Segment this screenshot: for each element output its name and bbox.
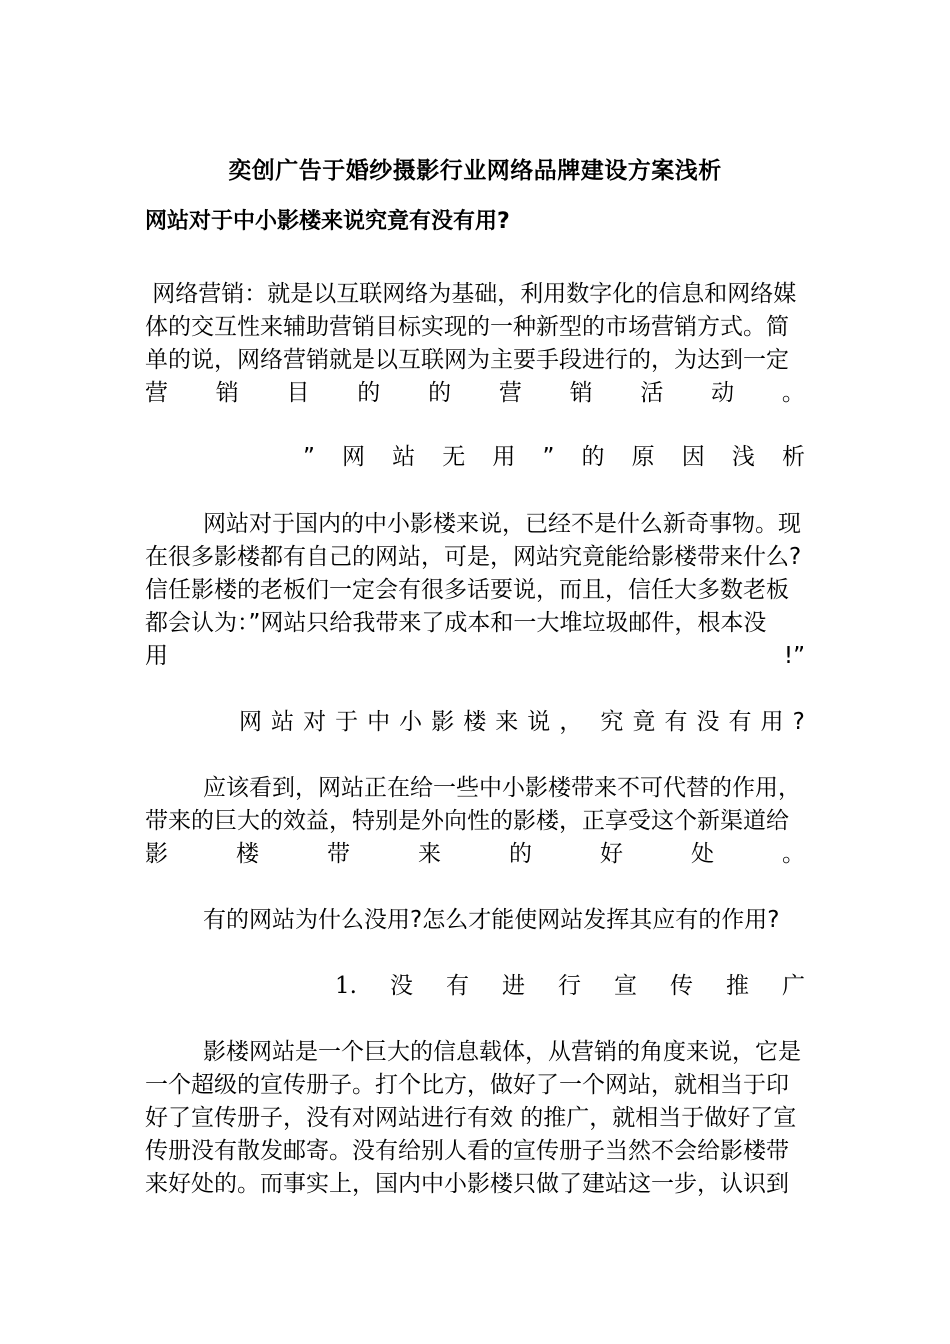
paragraph-line-text: 体的交互性来辅助营销目标实现的一种新型的市场营销方式。简 bbox=[145, 314, 789, 340]
heading-why-website-useless bbox=[145, 904, 805, 937]
spread-char: 竟 bbox=[632, 709, 656, 735]
spread-char: 目 bbox=[286, 380, 310, 406]
paragraph-spread-line bbox=[145, 377, 805, 410]
paragraph-line-text: !” bbox=[783, 643, 805, 669]
paragraph-website-as-brochure bbox=[145, 1036, 805, 1201]
spread-char: 销 bbox=[569, 380, 593, 406]
spread-char: 对 bbox=[303, 709, 327, 735]
paragraph-line-text: 来好处的。而事实上，国内中小影楼只做了建站这一步，认识到 bbox=[145, 1171, 789, 1197]
spread-char: 来 bbox=[495, 709, 519, 735]
document-title: 奕创广告于婚纱摄影行业网络品牌建设方案浅析 bbox=[228, 158, 722, 184]
spread-char: 的 bbox=[428, 380, 452, 406]
paragraph-line-text: 影楼网站是一个巨大的信息载体，从营销的角度来说，它是 bbox=[203, 1039, 801, 1065]
spread-char: 原 bbox=[631, 444, 655, 470]
spread-char: 无 bbox=[442, 444, 466, 470]
paragraph-line bbox=[145, 1036, 805, 1069]
spread-char: 因 bbox=[681, 444, 705, 470]
paragraph-line-text: 网络营销：就是以互联网络为基础，利用数字化的信息和网络媒 bbox=[145, 281, 797, 307]
paragraph-line bbox=[145, 278, 805, 311]
heading-spread-line bbox=[335, 970, 805, 1003]
paragraph-line bbox=[145, 772, 805, 805]
heading-spread-line bbox=[303, 441, 805, 474]
spread-char: 究 bbox=[600, 709, 624, 735]
paragraph-line-text: 都会认为：”网站只给我带来了成本和一大堆垃圾邮件，根本没 bbox=[145, 610, 767, 636]
spread-char: 的 bbox=[357, 380, 381, 406]
spread-char: 宣 bbox=[613, 973, 637, 999]
spread-char: 好 bbox=[600, 841, 623, 867]
paragraph-line-text: 单的说，网络营销就是以互联网为主要手段进行的，为达到一定 bbox=[145, 347, 789, 373]
spread-char: 站 bbox=[271, 709, 295, 735]
paragraph-website-value bbox=[145, 508, 805, 673]
paragraph-line bbox=[145, 344, 805, 377]
spread-char: ， bbox=[559, 709, 583, 735]
spread-char: ” bbox=[303, 444, 315, 470]
paragraph-network-marketing bbox=[145, 278, 805, 410]
spread-char: ? bbox=[792, 709, 805, 735]
spread-char: 销 bbox=[215, 380, 239, 406]
spread-char: ” bbox=[542, 444, 555, 470]
spread-char: 来 bbox=[418, 841, 441, 867]
spread-char: 用 bbox=[760, 709, 784, 735]
paragraph-line bbox=[145, 1102, 805, 1135]
spread-char: 说 bbox=[527, 709, 551, 735]
spread-char: 活 bbox=[640, 380, 664, 406]
spread-char: 广 bbox=[781, 973, 805, 999]
paragraph-line bbox=[145, 1135, 805, 1168]
spread-char: 用 bbox=[492, 444, 516, 470]
paragraph-line-text: 一个超级的宣传册子。打个比方，做好了一个网站，就相当于印 bbox=[145, 1072, 789, 1098]
spread-char: 传 bbox=[669, 973, 693, 999]
spread-char: 1. bbox=[335, 973, 357, 999]
spread-char: 浅 bbox=[731, 444, 755, 470]
spread-char: 的 bbox=[581, 444, 605, 470]
spread-char: 楼 bbox=[463, 709, 487, 735]
paragraph-line bbox=[145, 1168, 805, 1201]
paragraph-line bbox=[145, 311, 805, 344]
paragraph-line bbox=[145, 607, 805, 640]
paragraph-line bbox=[145, 805, 805, 838]
paragraph-line-text: 在很多影楼都有自己的网站，可是，网站究竟能给影楼带来什么? bbox=[145, 544, 802, 570]
paragraph-line-text: 用 bbox=[145, 643, 168, 669]
spread-char: 网 bbox=[239, 709, 262, 735]
heading-website-useless-reasons bbox=[145, 441, 805, 474]
spread-char: 动 bbox=[711, 380, 735, 406]
heading-is-website-useful bbox=[145, 706, 805, 739]
heading-no-promotion bbox=[145, 970, 805, 1003]
paragraph-line-text: 传册没有散发邮寄。没有给别人看的宣传册子当然不会给影楼带 bbox=[145, 1138, 789, 1164]
spread-char: 中 bbox=[367, 709, 391, 735]
paragraph-line bbox=[145, 1069, 805, 1102]
spread-char: 的 bbox=[509, 841, 532, 867]
spread-char: 推 bbox=[725, 973, 749, 999]
paragraph-line bbox=[145, 541, 805, 574]
spread-char: 营 bbox=[145, 380, 168, 406]
spread-char: 处 bbox=[691, 841, 714, 867]
spread-char: 没 bbox=[696, 709, 720, 735]
paragraph-line bbox=[145, 508, 805, 541]
paragraph-website-benefits bbox=[145, 772, 805, 871]
spread-char: 行 bbox=[557, 973, 581, 999]
heading-line bbox=[145, 904, 805, 937]
spread-char: 有 bbox=[664, 709, 688, 735]
spread-char: 没 bbox=[389, 973, 413, 999]
spread-char: 于 bbox=[335, 709, 359, 735]
spread-char: 网 bbox=[342, 444, 366, 470]
spread-char: 影 bbox=[145, 841, 168, 867]
spread-char: 。 bbox=[781, 380, 805, 406]
heading-line-text: 有的网站为什么没用?怎么才能使网站发挥其应有的作用? bbox=[203, 907, 780, 933]
spread-char: 有 bbox=[445, 973, 469, 999]
spread-char: 进 bbox=[501, 973, 525, 999]
spread-char: 。 bbox=[782, 841, 805, 867]
heading-spread-line bbox=[239, 706, 805, 739]
spread-char: 有 bbox=[728, 709, 752, 735]
paragraph-line-text: 好了宣传册子，没有对网站进行有效 的推广，就相当于做好了宣 bbox=[145, 1105, 797, 1131]
document-subtitle: 网站对于中小影楼来说究竟有没有用? bbox=[145, 209, 510, 234]
paragraph-line-text: 应该看到，网站正在给一些中小影楼带来不可代替的作用， bbox=[203, 775, 801, 801]
paragraph-line-text: 网站对于国内的中小影楼来说，已经不是什么新奇事物。现 bbox=[203, 511, 801, 537]
paragraph-line bbox=[145, 574, 805, 607]
spread-char: 楼 bbox=[236, 841, 259, 867]
paragraph-line-text: 带来的巨大的效益，特别是外向性的影楼，正享受这个新渠道给 bbox=[145, 808, 789, 834]
spread-char: 营 bbox=[498, 380, 522, 406]
paragraph-line-text: 信任影楼的老板们一定会有很多话要说，而且，信任大多数老板 bbox=[145, 577, 789, 603]
paragraph-spread-line bbox=[145, 838, 805, 871]
spread-char: 带 bbox=[327, 841, 350, 867]
spread-char: 小 bbox=[399, 709, 423, 735]
spread-char: 析 bbox=[781, 444, 805, 470]
spread-char: 站 bbox=[392, 444, 416, 470]
paragraph-line bbox=[145, 640, 805, 673]
spread-char: 影 bbox=[431, 709, 455, 735]
